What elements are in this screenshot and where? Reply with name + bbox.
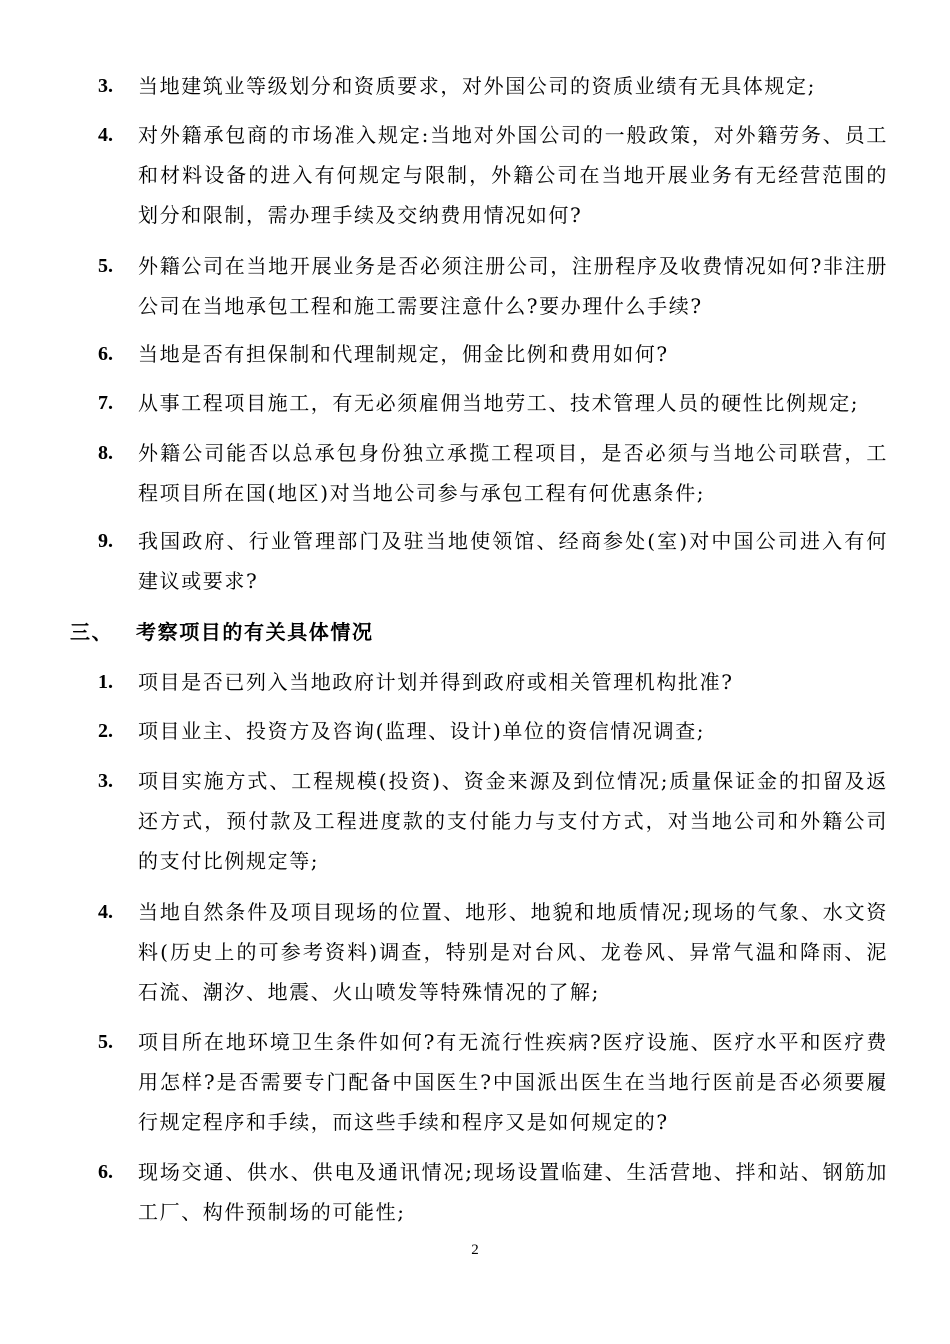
item-text: 项目实施方式、工程规模(投资)、资金来源及到位情况;质量保证金的扣留及返还方式，预付款及工程进度款的支付能力与支付方式，对当地公司和外籍公司的支付比例规定等; [138, 769, 888, 873]
list-item [98, 334, 888, 374]
item-number: 8. [98, 442, 113, 464]
page-number: 2 [471, 1242, 479, 1258]
item-number: 6. [98, 1161, 113, 1183]
item-text: 对外籍承包商的市场准入规定:当地对外国公司的一般政策，对外籍劳务、员工和材料设备的进入有何规定与限制，外籍公司在当地开展业务有无经营范围的划分和限制，需办理手续及交纳费用情况如何? [138, 123, 888, 227]
section-number: 三、 [70, 620, 114, 644]
item-number: 1. [98, 671, 113, 693]
list-item [98, 433, 888, 513]
item-text: 我国政府、行业管理部门及驻当地使领馆、经商参处(室)对中国公司进入有何建议或要求? [138, 529, 888, 593]
item-number: 7. [98, 392, 113, 414]
item-number: 3. [98, 75, 113, 97]
list-item [98, 66, 888, 106]
section-title: 考察项目的有关具体情况 [136, 620, 374, 644]
item-text: 项目所在地环境卫生条件如何?有无流行性疾病?医疗设施、医疗水平和医疗费用怎样?是否需要专门配备中国医生?中国派出医生在当地行医前是否必须要履行规定程序和手续，而这些手续和程序又是如何规定的? [138, 1030, 888, 1134]
item-number: 6. [98, 343, 113, 365]
list-item [98, 892, 888, 1012]
item-text: 外籍公司能否以总承包身份独立承揽工程项目，是否必须与当地公司联营，工程项目所在国(地区)对当地公司参与承包工程有何优惠条件; [138, 441, 888, 505]
list-item [98, 246, 888, 326]
item-text: 外籍公司在当地开展业务是否必须注册公司，注册程序及收费情况如何?非注册公司在当地承包工程和施工需要注意什么?要办理什么手续? [138, 254, 888, 318]
item-text: 从事工程项目施工，有无必须雇佣当地劳工、技术管理人员的硬性比例规定; [138, 391, 860, 415]
item-number: 4. [98, 124, 113, 146]
item-number: 2. [98, 720, 113, 742]
item-number: 4. [98, 901, 113, 923]
item-text: 当地是否有担保制和代理制规定，佣金比例和费用如何? [138, 342, 669, 366]
list-item [98, 761, 888, 881]
list-item [98, 711, 888, 751]
list-item [98, 383, 888, 423]
list-item [98, 1152, 888, 1232]
list-item [98, 115, 888, 235]
list-item [98, 521, 888, 601]
item-text: 当地建筑业等级划分和资质要求，对外国公司的资质业绩有无具体规定; [138, 74, 816, 98]
section-heading [70, 612, 870, 652]
list-item [98, 662, 888, 702]
item-number: 5. [98, 255, 113, 277]
item-text: 当地自然条件及项目现场的位置、地形、地貌和地质情况;现场的气象、水文资料(历史上的可参考资料)调查，特别是对台风、龙卷风、异常气温和降雨、泥石流、潮汐、地震、火山喷发等特殊情况的了解; [138, 900, 888, 1004]
item-text: 项目是否已列入当地政府计划并得到政府或相关管理机构批准? [138, 670, 734, 694]
item-number: 9. [98, 530, 113, 552]
list-item [98, 1022, 888, 1142]
item-text: 现场交通、供水、供电及通讯情况;现场设置临建、生活营地、拌和站、钢筋加工厂、构件预制场的可能性; [138, 1160, 888, 1224]
item-number: 3. [98, 770, 113, 792]
item-text: 项目业主、投资方及咨询(监理、设计)单位的资信情况调查; [138, 719, 706, 743]
item-number: 5. [98, 1031, 113, 1053]
